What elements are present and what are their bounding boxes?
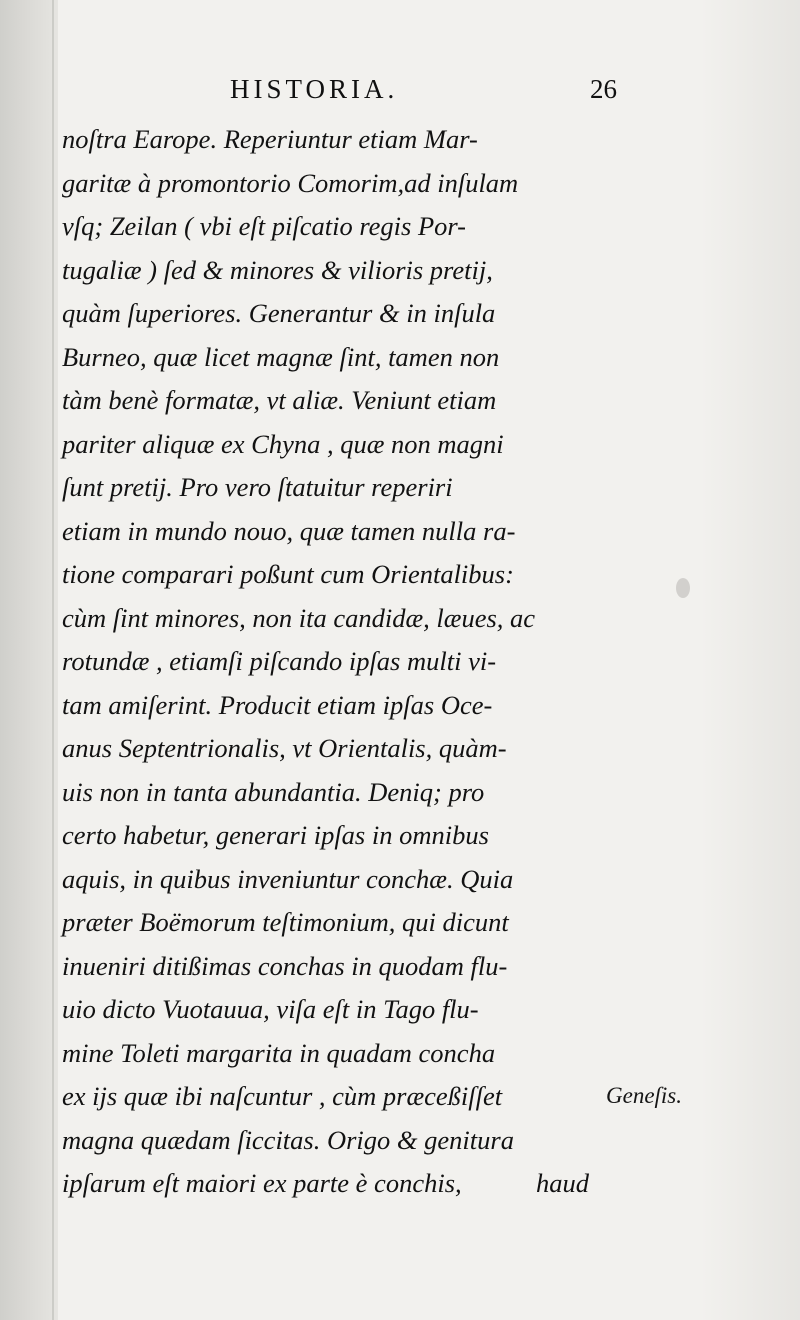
text-line: cùm ſint minores, non ita candidæ, læues, ac	[62, 602, 536, 633]
text-line: tàm benè formatæ, vt aliæ. Veniunt etiam	[62, 385, 497, 415]
text-line: ſunt pretij. Pro vero ſtatuitur reperiri	[62, 472, 453, 502]
text-line: magna quædam ſiccitas. Origo & genitura	[62, 1124, 514, 1155]
text-line: vſq; Zeilan ( vbi eſt piſcatio regis Por-	[62, 211, 467, 241]
text-line: noſtra Earope. Reperiuntur etiam Mar-	[62, 124, 478, 154]
text-line: garitæ à promontorio Comorim,ad inſulam	[62, 167, 519, 198]
text-line: certo habetur, generari ipſas in omnibus	[62, 820, 489, 850]
folio-number: 26	[590, 74, 617, 104]
text-line: quàm ſuperiores. Generantur & in inſula	[62, 298, 496, 328]
text-line: tugaliæ ) ſed & minores & vilioris pretij,	[62, 254, 493, 285]
margin-shading	[700, 0, 800, 1320]
paper-stain	[676, 578, 690, 598]
text-line: rotundæ , etiamſi piſcando ipſas multi vi-	[62, 646, 497, 676]
text-line: Burneo, quæ licet magnæ ſint, tamen non	[62, 341, 500, 372]
text-line: pariter aliquæ ex Chyna , quæ non magni	[62, 428, 504, 459]
text-line: tione comparari poßunt cum Orientalibus:	[62, 559, 514, 589]
text-line: præter Boëmorum teſtimonium, qui dicunt	[62, 907, 509, 937]
book-gutter	[0, 0, 58, 1320]
page-header	[58, 72, 800, 112]
text-line: ipſarum eſt maiori ex parte è conchis,	[62, 1168, 462, 1198]
running-title: HISTORIA.	[230, 74, 399, 104]
text-line: mine Toleti margarita in quadam concha	[62, 1037, 496, 1068]
page-edge-line	[52, 0, 54, 1320]
text-line: uio dicto Vuotauua, viſa eſt in Tago flu-	[62, 994, 479, 1024]
text-line: inueniri ditißimas conchas in quodam flu-	[62, 950, 508, 981]
catchword: haud	[536, 1168, 589, 1198]
marginal-note: Geneſis.	[606, 1083, 683, 1108]
text-line: uis non in tanta abundantia. Deniq; pro	[62, 776, 485, 807]
text-line: ex ijs quæ ibi naſcuntur , cùm præceßiſſet	[62, 1081, 503, 1111]
text-line: aquis, in quibus inveniuntur conchæ. Quia	[62, 863, 514, 894]
text-line: anus Septentrionalis, vt Orientalis, quàm-	[62, 733, 507, 763]
body-text	[62, 118, 622, 1206]
text-line: etiam in mundo nouo, quæ tamen nulla ra-	[62, 515, 516, 546]
text-line: tam amiſerint. Producit etiam ipſas Oce-	[62, 689, 493, 720]
